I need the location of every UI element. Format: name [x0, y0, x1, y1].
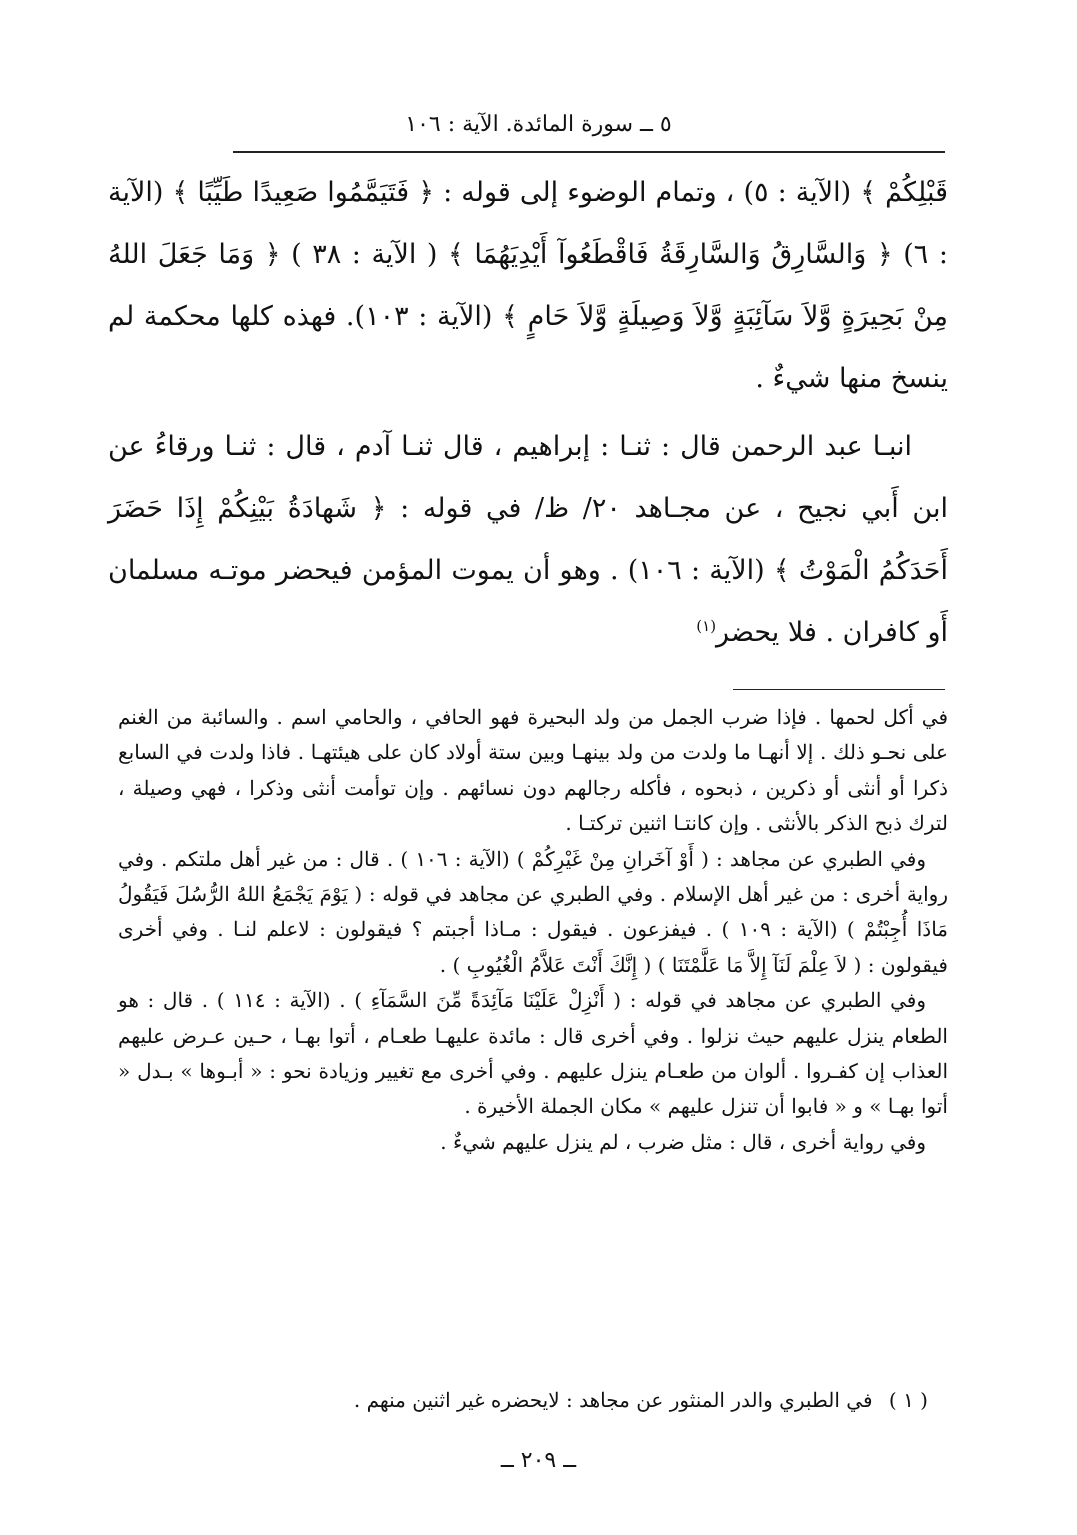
footnote-number: ( ١ ): [888, 1388, 928, 1412]
isnad-text: انبـا عبد الرحمن قال : ثنـا : إبراهيم ، قال ثنـا آدم ، قال : ثنـا ورقاءُ عن ابن أَبي نجيح ، عن مجـاهد ٢٠/ ظ/ في قوله : ﴿ شَهادَةُ بَيْنِكُمْ إِذَا حَضَرَ أَحَدَكُمُ الْمَوْتُ ﴾ (الآية : ١٠٦) . وهو أن يموت المؤمن فيحضر موتـه مسلمان أَو كافران . فلا يحضر: [108, 431, 948, 648]
main-paragraph-isnad: [108, 416, 948, 664]
footnote-reference: (١): [696, 617, 717, 635]
note-paragraph: وفي رواية أخرى ، قال : مثل ضرب ، لم ينزل عليهم شيءٌ .: [440, 1129, 926, 1154]
footnote-text: في الطبري والدر المنثور عن مجاهد : لايحضره غير اثنين منهم .: [353, 1388, 873, 1412]
header-rule: [233, 151, 945, 153]
note-paragraph: وفي الطبري عن مجاهد في قوله : ( أَنْزِلْ عَلَيْنَا مَآئِدَةً مِّنَ السَّمَآءِ ) . (الآية : ١١٤ ) . قال : هو الطعام ينزل عليهم حيث نزلوا . وفي أخرى قال : مائدة عليهـا طعـام ، أتوا بهـا ، حـين عـرض عليهم العذاب إن كفـروا . ألوان من طعـام ينزل عليهم . وفي أخرى مع تغيير وزيادة نحو : « أبـوها » بـدل « أتوا بهـا » و « فابوا أن تنزل عليهم » مكان الجملة الأخيرة .: [118, 988, 948, 1119]
footnote: [118, 1383, 928, 1417]
running-head: ٥ ــ سورة المائدة. الآية : ١٠٦: [405, 112, 672, 137]
note-paragraph: وفي الطبري عن مجاهد : ( أَوْ آخَرانِ مِنْ غَيْرِكُمْ ) (الآية : ١٠٦ ) . قال : من غير أهل ملتكم . وفي رواية أخرى : من غير أهل الإسلام . وفي الطبري عن مجاهد في قوله : ( يَوْمَ يَجْمَعُ اللهُ الرُّسُلَ فَيَقُولُ مَاذَا أُجِبْتُمْ ) (الآية : ١٠٩ ) . فيفزعون . فيقول : مـاذا أجبتم ؟ فيقولون : لاعلم لنـا . وفي أخرى فيقولون : ( لاَ عِلْمَ لَنَآ إِلاَّ مَا عَلَّمْتَنَا ) ( إِنَّكَ أَنْتَ عَلاَّمُ الْغُيُوبِ ) .: [118, 846, 949, 977]
main-paragraph-verses: قَبْلِكُمْ ﴾ (الآية : ٥) ، وتمام الوضوء إلى قوله : ﴿ فَتَيَمَّمُوا صَعِيدًا طَيِّبًا ﴾ (الآية : ٦) ﴿ وَالسَّارِقُ وَالسَّارِقَةُ فَاقْطَعُوآ أَيْدِيَهُمَا ﴾ ( الآية : ٣٨ ) ﴿ وَمَا جَعَلَ اللهُ مِنْ بَحِيرَةٍ وَّلاَ سَآئِبَةٍ وَّلاَ وَصِيلَةٍ وَّلاَ حَامٍ ﴾ (الآية : ١٠٣). فهذه كلها محكمة لم ينسخ منها شيءٌ .: [108, 177, 949, 394]
page-number: ــ ٢٠٩ ــ: [500, 1448, 577, 1473]
note-paragraph: في أكل لحمها . فإذا ضرب الجمل من ولد البحيرة فهو الحافي ، والحامي اسم . والسائبة من الغنم على نحـو ذلك . إلا أنهـا ما ولدت من ولد بينهـا وبين ستة أولاد كان على هيئتهـا . فاذا ولدت في السابع ذكرا أو أنثى أو ذكرين ، ذبحوه ، فأكله رجالهم دون نسائهم . وإن توأمت أنثى وذكرا ، فهي وصيلة ، لترك ذبح الذكر بالأنثى . وإن كانتـا اثنين تركتـا .: [118, 705, 948, 836]
footnote-rule: [733, 689, 945, 690]
main-text: [108, 162, 948, 664]
notes-block: [118, 700, 948, 1160]
